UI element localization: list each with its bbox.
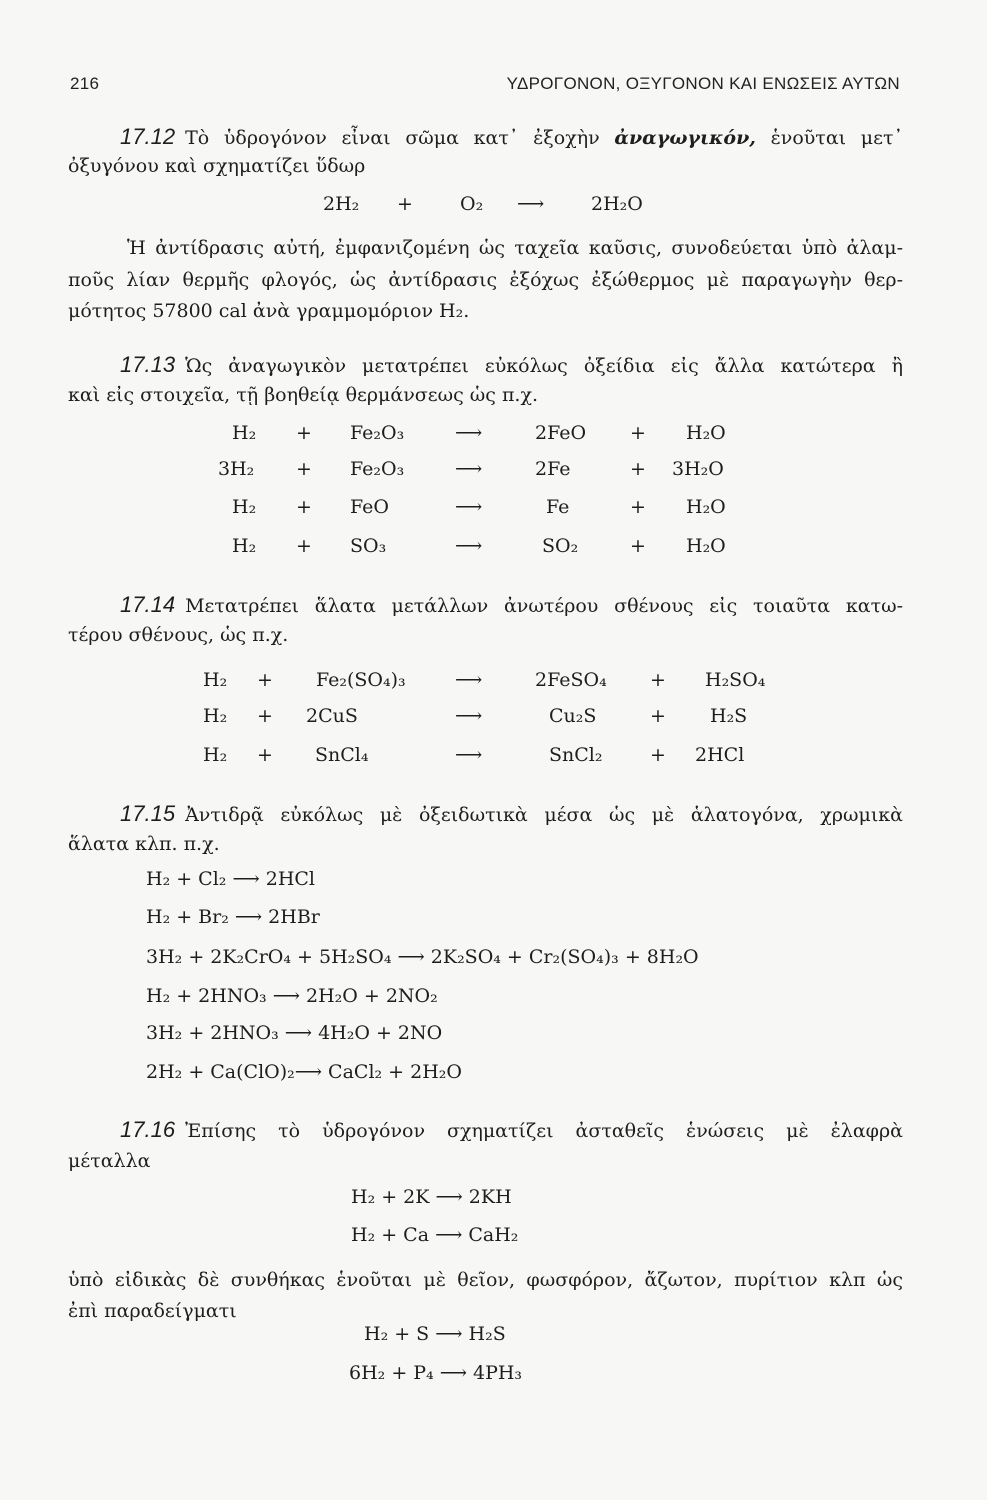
- equation-line: 6H₂ + P₄ ⟶ 4PH₃: [349, 1362, 523, 1384]
- equation-line: H₂ + Ca ⟶ CaH₂: [351, 1224, 519, 1246]
- section-17-13-line-2: καὶ εἰς στοιχεῖα, τῇ βοηθείᾳ θερμάνσεως ὡς π.χ.: [68, 384, 539, 406]
- eq-plus: +: [650, 705, 666, 727]
- eq-term: H₂O: [686, 535, 726, 557]
- eq-plus: +: [630, 535, 646, 557]
- eq-arrow: ⟶: [455, 458, 483, 480]
- section-17-13-line-1: [120, 352, 903, 378]
- eq-plus: +: [397, 193, 413, 215]
- equation-row: [0, 669, 987, 697]
- equation-line: H₂ + 2K ⟶ 2KH: [351, 1186, 512, 1208]
- eq-plus: +: [296, 496, 312, 518]
- section-17-12-line-2: ὀξυγόνου καὶ σχηματίζει ὕδωρ: [68, 155, 366, 177]
- section-17-15-line-2: ἅλατα κλπ. π.χ.: [68, 833, 220, 855]
- eq-term: Fe₂(SO₄)₃: [316, 669, 406, 691]
- equation-row: [0, 744, 987, 772]
- eq-term: FeO: [350, 496, 389, 518]
- eq-term: H₂: [232, 496, 257, 518]
- eq-plus: +: [630, 458, 646, 480]
- eq-arrow: ⟶: [455, 422, 483, 444]
- equation-water: [0, 193, 987, 221]
- equation-row: [0, 496, 987, 524]
- eq-arrow: ⟶: [455, 669, 483, 691]
- section-number: 17.14: [120, 592, 176, 617]
- equation-line: H₂ + 2HNO₃ ⟶ 2H₂O + 2NO₂: [146, 985, 438, 1007]
- eq-term: 2CuS: [306, 705, 358, 727]
- eq-term: H₂: [203, 705, 228, 727]
- eq-term: 2FeSO₄: [535, 669, 607, 691]
- text-run: Ὡς ἀναγωγικὸν μετατρέπει εὐκόλως ὀξείδια εἰς ἄλλα κατώτερα ἢ: [185, 355, 903, 377]
- eq-plus: +: [630, 496, 646, 518]
- section-17-16-para-1: ὑπὸ εἰδικὰς δὲ συνθήκας ἑνοῦται μὲ θεῖον, φωσφόρον, ἄζωτον, πυρίτιον κλπ ὡς: [68, 1269, 903, 1291]
- eq-arrow: ⟶: [455, 705, 483, 727]
- equation-line: H₂ + Cl₂ ⟶ 2HCl: [146, 868, 316, 890]
- eq-arrow: ⟶: [455, 744, 483, 766]
- section-17-14-line-1: [120, 592, 903, 618]
- section-number: 17.15: [120, 801, 176, 826]
- section-number: 17.13: [120, 352, 176, 377]
- eq-plus: +: [296, 535, 312, 557]
- section-17-14-line-2: τέρου σθένους, ὡς π.χ.: [68, 624, 289, 646]
- eq-term: Fe: [546, 496, 570, 518]
- eq-term: 3H₂O: [672, 458, 724, 480]
- equation-line: 3H₂ + 2HNO₃ ⟶ 4H₂O + 2NO: [146, 1022, 443, 1044]
- eq-plus: +: [650, 744, 666, 766]
- section-number: 17.16: [120, 1117, 176, 1142]
- section-17-15-line-1: [120, 801, 903, 827]
- section-17-12-para-1: Ἡ ἀντίδρασις αὐτή, ἐμφανιζομένη ὡς ταχεῖα καῦσις, συνοδεύεται ὑπὸ ἀλαμ-: [127, 237, 903, 259]
- eq-term: H₂S: [710, 705, 748, 727]
- equation-line: H₂ + S ⟶ H₂S: [364, 1323, 506, 1345]
- section-17-12-para-2: ποῦς λίαν θερμῆς φλογός, ὡς ἀντίδρασις ἐξόχως ἐξώθερμος μὲ παραγωγὴν θερ-: [68, 269, 903, 291]
- eq-term: 2HCl: [695, 744, 745, 766]
- equation-line: 2H₂ + Ca(ClO)₂⟶ CaCl₂ + 2H₂O: [146, 1061, 462, 1083]
- eq-arrow: ⟶: [517, 193, 545, 215]
- equation-row: [0, 705, 987, 733]
- eq-plus: +: [257, 705, 273, 727]
- eq-plus: +: [296, 422, 312, 444]
- eq-term: SnCl₂: [549, 744, 603, 766]
- eq-term: H₂SO₄: [705, 669, 766, 691]
- page-number: 216: [70, 74, 100, 93]
- text-run: Τὸ ὑδρογόνον εἶναι σῶμα κατ᾽ ἐξοχὴν: [185, 127, 615, 149]
- eq-term: 2FeO: [535, 422, 587, 444]
- eq-term: H₂: [232, 535, 257, 557]
- eq-term: H₂: [232, 422, 257, 444]
- eq-term: 3H₂: [218, 458, 255, 480]
- eq-term: H₂: [203, 744, 228, 766]
- eq-arrow: ⟶: [455, 535, 483, 557]
- section-17-16-line-1: [120, 1117, 903, 1143]
- eq-term: SO₃: [350, 535, 387, 557]
- section-17-16-line-2: μέταλλα: [68, 1150, 151, 1172]
- eq-term: O₂: [460, 193, 484, 215]
- eq-plus: +: [650, 669, 666, 691]
- eq-term: Cu₂S: [549, 705, 597, 727]
- eq-term: SnCl₄: [315, 744, 369, 766]
- emphasis-term: ἀναγωγικόν,: [614, 127, 756, 149]
- equation-line: 3H₂ + 2K₂CrO₄ + 5H₂SO₄ ⟶ 2K₂SO₄ + Cr₂(SO₄)₃ + 8H₂O: [146, 946, 699, 968]
- eq-arrow: ⟶: [455, 496, 483, 518]
- equation-row: [0, 535, 987, 563]
- eq-term: H₂O: [686, 496, 726, 518]
- eq-plus: +: [257, 669, 273, 691]
- running-header: [70, 74, 900, 100]
- text-run: Μετατρέπει ἅλατα μετάλλων ἀνωτέρου σθένους εἰς τοιαῦτα κατω-: [185, 595, 903, 617]
- eq-plus: +: [630, 422, 646, 444]
- text-run: Ἀντιδρᾷ εὐκόλως μὲ ὀξειδωτικὰ μέσα ὡς μὲ ἁλατογόνα, χρωμικὰ: [185, 804, 903, 826]
- eq-term: H₂: [203, 669, 228, 691]
- text-run: Ἐπίσης τὸ ὑδρογόνον σχηματίζει ἀσταθεῖς ἑνώσεις μὲ ἐλαφρὰ: [185, 1120, 903, 1142]
- section-number: 17.12: [120, 124, 176, 149]
- eq-term: Fe₂O₃: [350, 422, 405, 444]
- eq-term: Fe₂O₃: [350, 458, 405, 480]
- eq-term: SO₂: [542, 535, 579, 557]
- section-17-16-para-2: ἐπὶ παραδείγματι: [68, 1300, 237, 1322]
- equation-line: H₂ + Br₂ ⟶ 2HBr: [146, 906, 320, 928]
- eq-term: 2Fe: [535, 458, 571, 480]
- chapter-title: ΥΔΡΟΓΟΝΟΝ, ΟΞΥΓΟΝΟΝ ΚΑΙ ΕΝΩΣΕΙΣ ΑΥΤΩΝ: [506, 74, 900, 93]
- eq-term: 2H₂O: [591, 193, 643, 215]
- equation-row: [0, 422, 987, 450]
- section-17-12-para-3: μότητος 57800 cal ἀνὰ γραμμομόριον H₂.: [68, 300, 470, 322]
- text-run: ἑνοῦται μετ᾽: [755, 127, 904, 149]
- eq-plus: +: [296, 458, 312, 480]
- eq-plus: +: [257, 744, 273, 766]
- eq-term: H₂O: [686, 422, 726, 444]
- section-17-12-line-1: [120, 124, 903, 150]
- equation-row: [0, 458, 987, 486]
- eq-term: 2H₂: [323, 193, 360, 215]
